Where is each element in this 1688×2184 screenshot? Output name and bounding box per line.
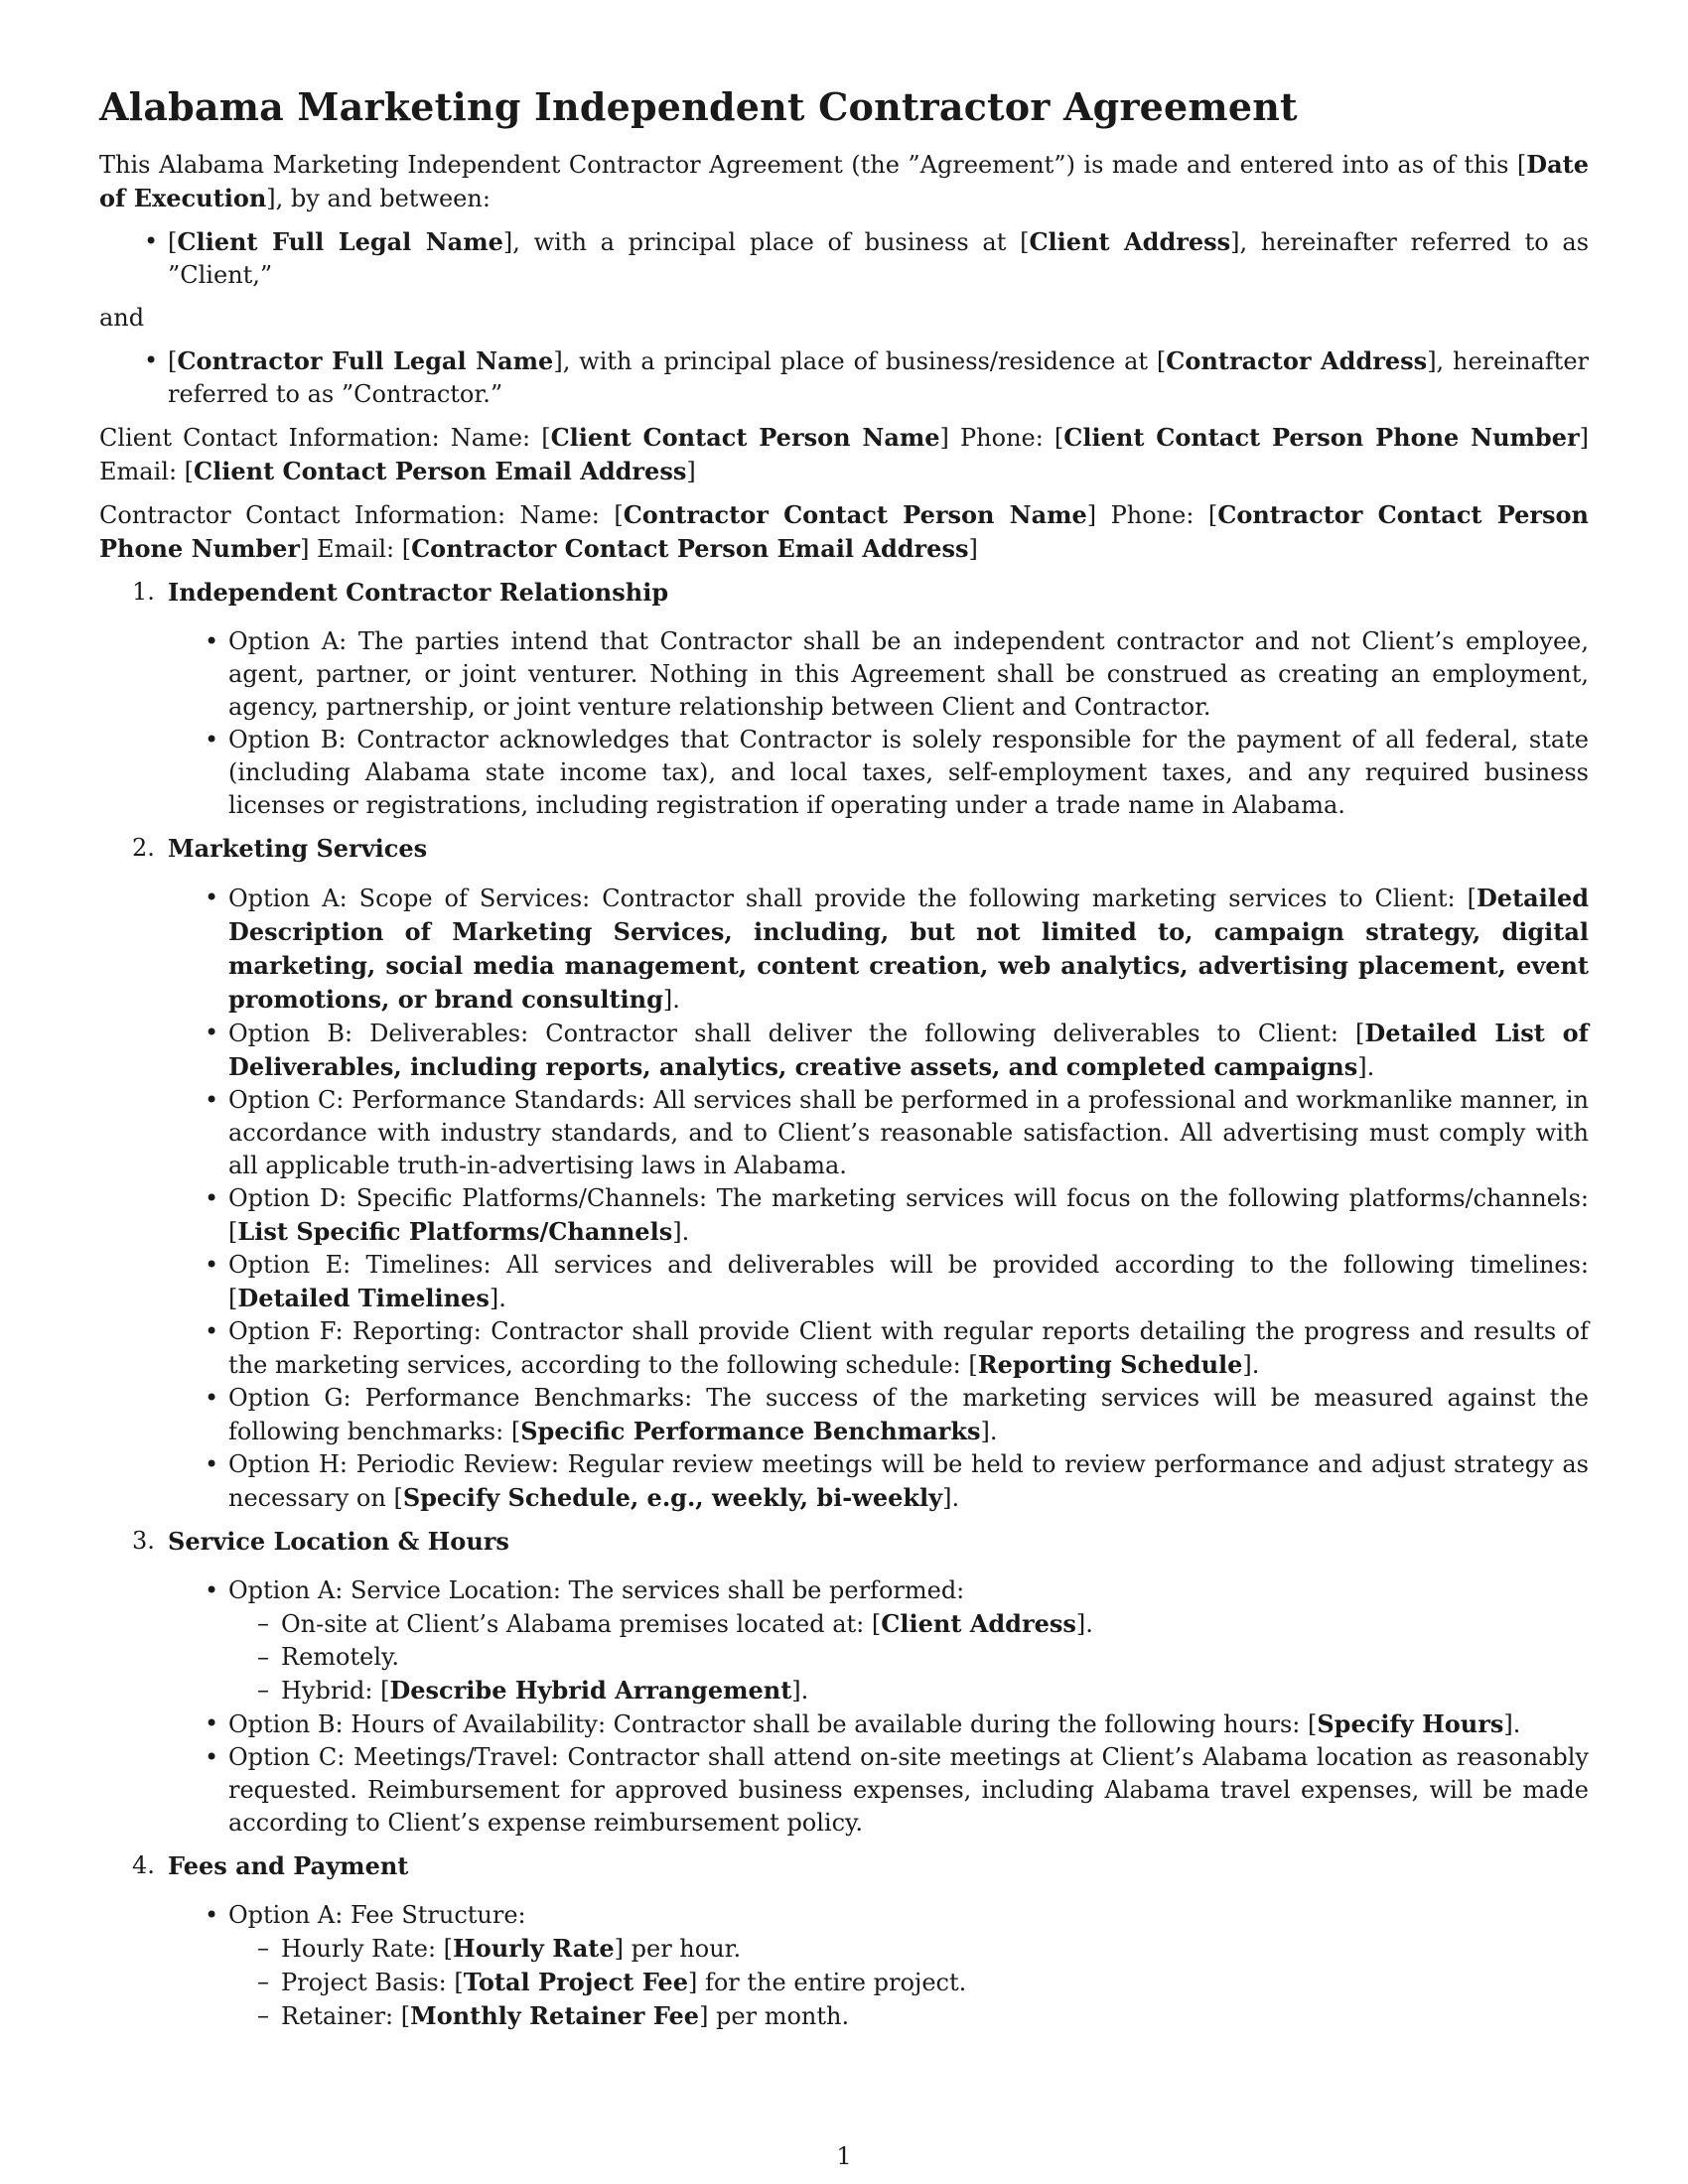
list-item: • Option C: Meetings/Travel: Contractor shall attend on-site meetings at Client’s Alabama location as reasonably requested. Reimbursement for approved business expenses, including Alabama travel expenses, will be made according to Client’s expense reimbursement policy. [228,1741,1589,1840]
list-item: • Option C: Performance Standards: All services shall be performed in a professional and workmanlike manner, in accordance with industry standards, and to Client’s reasonable satisfaction. All advertising must comply with all applicable truth-in-advertising laws in Alabama. [228,1084,1589,1182]
and-connector: and [99,303,145,332]
party-client: • [Client Full Legal Name], with a principal place of business at [Client Address], hereinafter referred to as ”Client,” [168,225,1589,292]
section-heading: 2. Marketing Services [132,833,428,863]
list-item: • Option G: Performance Benchmarks: The success of the marketing services will be measured against the following benchmarks: [Specific Performance Benchmarks]. [228,1382,1589,1448]
party-contractor: • [Contractor Full Legal Name], with a principal place of business/residence at [Contractor Address], hereinafter referred to as ”Contractor.” [168,344,1589,411]
client-contact-info: Client Contact Information: Name: [Client Contact Person Name] Phone: [Client Contact Person Phone Number] Email: [Client Contact Person Email Address] [99,422,1589,485]
party-list [168,225,1589,292]
document-page [99,84,1589,2043]
section-heading: 1. Independent Contractor Relationship [132,577,669,607]
document-title: Alabama Marketing Independent Contractor Agreement [99,84,1298,129]
list-item: • Option A: Fee Structure: – Hourly Rate: [Hourly Rate] per hour. – Project Basis: [Total Project Fee] for the entire project. – Retainer: [Monthly Retainer Fee] per month. [228,1899,1589,2033]
section-2 [99,832,1589,1515]
section-1 [99,576,1589,822]
list-item: • Option B: Deliverables: Contractor shall deliver the following deliverables to Client: [Detailed List of Deliverables, including reports, analytics, creative assets, and completed campaigns]. [228,1017,1589,1084]
page-number: 1 [836,2142,852,2170]
list-item: • Option D: Specific Platforms/Channels: The marketing services will focus on the following platforms/channels: [List Specific Platforms/Channels]. [228,1182,1589,1249]
contractor-contact-info: Contractor Contact Information: Name: [Contractor Contact Person Name] Phone: [Contractor Contact Person Phone Number] Email: [Contractor Contact Person Email Address] [99,499,1589,563]
list-item: • Option F: Reporting: Contractor shall provide Client with regular reports detailing the progress and results of the marketing services, according to the following schedule: [Reporting Schedule]. [228,1315,1589,1382]
list-item: • Option B: Contractor acknowledges that Contractor is solely responsible for the payment of all federal, state (including Alabama state income tax), and local taxes, self-employment taxes, and any required business licenses or registrations, including registration if operating under a trade name in Alabama. [228,724,1589,822]
section-3 [99,1525,1589,1840]
list-item: • Option A: The parties intend that Contractor shall be an independent contractor and not Client’s employee, agent, partner, or joint venturer. Nothing in this Agreement shall be construed as creating an employment, agency, partnership, or joint venture relationship between Client and Contractor. [228,625,1589,724]
section-heading: 3. Service Location & Hours [132,1526,509,1556]
section-heading: 4. Fees and Payment [132,1850,409,1880]
sub-list-item: – Hybrid: [Describe Hybrid Arrangement]. [281,1674,1589,1707]
sub-list-item: – Retainer: [Monthly Retainer Fee] per month. [281,1999,1589,2033]
list-item: • Option H: Periodic Review: Regular review meetings will be held to review performance and adjust strategy as necessary on [Specify Schedule, e.g., weekly, bi-weekly]. [228,1448,1589,1515]
sub-list-item: – Remotely. [281,1641,1589,1674]
sub-list-item: – Hourly Rate: [Hourly Rate] per hour. [281,1932,1589,1966]
intro-paragraph: This Alabama Marketing Independent Contractor Agreement (the ”Agreement”) is made and entered into as of this [Date of Execution], by and between: [99,149,1589,212]
section-4 [99,1849,1589,2033]
party-list-2 [168,344,1589,411]
list-item: • Option E: Timelines: All services and deliverables will be provided according to the following timelines: [Detailed Timelines]. [228,1249,1589,1315]
list-item: • Option A: Scope of Services: Contractor shall provide the following marketing services to Client: [Detailed Description of Marketing Services, including, but not limited to, campaign strategy, digital marketing, social media management, content creation, web analytics, advertising placement, event promotions, or brand consulting]. [228,882,1589,1017]
list-item: • Option B: Hours of Availability: Contractor shall be available during the following hours: [Specify Hours]. [228,1707,1589,1741]
list-item: • Option A: Service Location: The services shall be performed: – On-site at Client’s Alabama premises located at: [Client Address]. – Remotely. – Hybrid: [Describe Hybrid Arrangement]. [228,1574,1589,1707]
sub-list-item: – On-site at Client’s Alabama premises located at: [Client Address]. [281,1607,1589,1641]
sub-list-item: – Project Basis: [Total Project Fee] for the entire project. [281,1966,1589,1999]
